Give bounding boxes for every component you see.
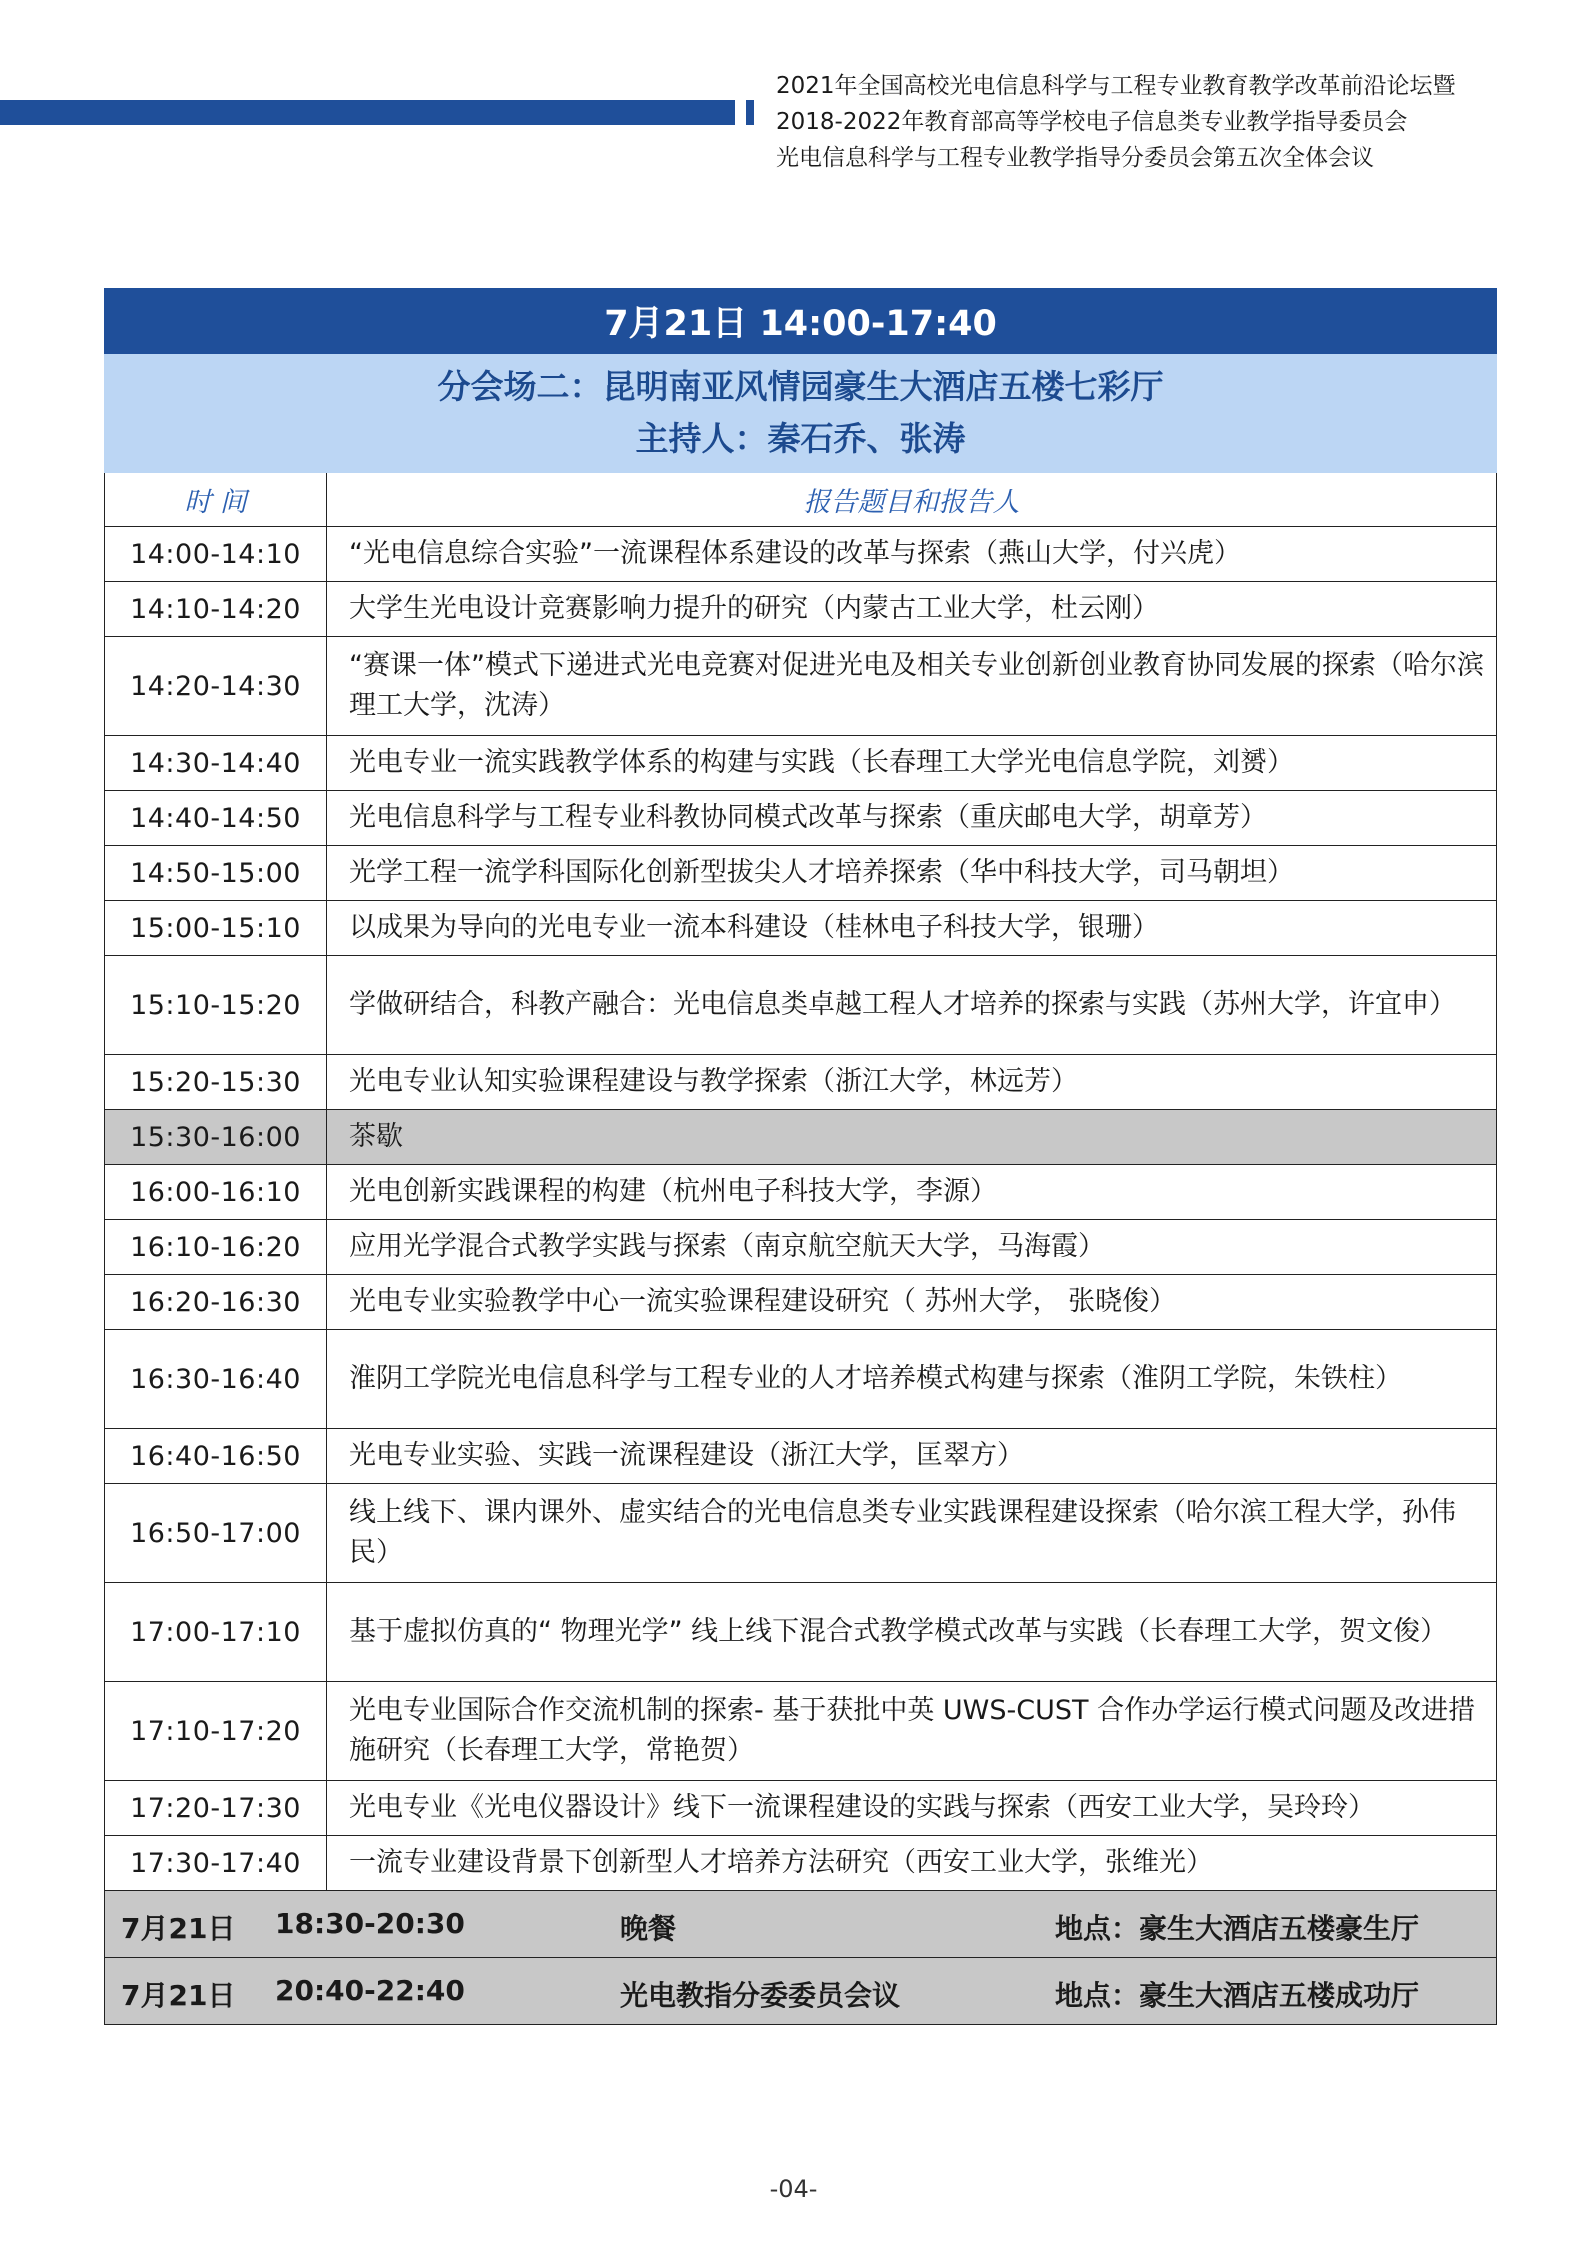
session-venue: 分会场二：昆明南亚风情园豪生大酒店五楼七彩厅 bbox=[437, 367, 1164, 406]
row-time: 16:00-16:10 bbox=[105, 1165, 327, 1220]
table-row bbox=[105, 736, 1497, 791]
event-time: 20:40-22:40 bbox=[275, 1974, 465, 2007]
row-topic: 一流专业建设背景下创新型人才培养方法研究（西安工业大学，张维光） bbox=[327, 1836, 1497, 1891]
row-topic: “光电信息综合实验”一流课程体系建设的改革与探索（燕山大学，付兴虎） bbox=[327, 527, 1497, 582]
row-topic: 以成果为导向的光电专业一流本科建设（桂林电子科技大学，银珊） bbox=[327, 901, 1497, 956]
document-header bbox=[776, 68, 1566, 176]
table-row bbox=[105, 1055, 1497, 1110]
row-topic: 光电创新实践课程的构建（杭州电子科技大学，李源） bbox=[327, 1165, 1497, 1220]
row-time: 14:10-14:20 bbox=[105, 582, 327, 637]
row-topic: 学做研结合，科教产融合：光电信息类卓越工程人才培养的探索与实践（苏州大学，许宜申） bbox=[327, 956, 1497, 1055]
event-row-dinner bbox=[105, 1891, 1497, 1958]
row-time: 17:20-17:30 bbox=[105, 1781, 327, 1836]
row-topic: 线上线下、课内课外、虚实结合的光电信息类专业实践课程建设探索（哈尔滨工程大学，孙伟民） bbox=[327, 1484, 1497, 1583]
break-row bbox=[105, 1110, 1497, 1165]
row-time: 14:50-15:00 bbox=[105, 846, 327, 901]
row-time: 16:40-16:50 bbox=[105, 1429, 327, 1484]
event-time: 18:30-20:30 bbox=[275, 1907, 465, 1940]
table-row bbox=[105, 1275, 1497, 1330]
row-time: 15:10-15:20 bbox=[105, 956, 327, 1055]
row-time: 17:10-17:20 bbox=[105, 1682, 327, 1781]
row-time: 16:50-17:00 bbox=[105, 1484, 327, 1583]
row-topic: 基于虚拟仿真的“ 物理光学” 线上线下混合式教学模式改革与实践（长春理工大学，贺文俊） bbox=[327, 1583, 1497, 1682]
row-time: 15:00-15:10 bbox=[105, 901, 327, 956]
table-row bbox=[105, 1165, 1497, 1220]
page-number: -04- bbox=[769, 2175, 818, 2203]
column-header-topic: 报告题目和报告人 bbox=[327, 473, 1497, 527]
table-row bbox=[105, 637, 1497, 736]
row-topic: 茶歇 bbox=[327, 1110, 1497, 1165]
row-time: 14:20-14:30 bbox=[105, 637, 327, 736]
row-topic: 光电专业《光电仪器设计》线下一流课程建设的实践与探索（西安工业大学，吴玲玲） bbox=[327, 1781, 1497, 1836]
column-header-time: 时 间 bbox=[105, 473, 327, 527]
header-decor-bar bbox=[0, 100, 735, 125]
table-row bbox=[105, 1836, 1497, 1891]
row-topic: 淮阴工学院光电信息科学与工程专业的人才培养模式构建与探索（淮阴工学院，朱铁柱） bbox=[327, 1330, 1497, 1429]
table-row bbox=[105, 791, 1497, 846]
event-name: 晚餐 bbox=[620, 1912, 677, 1945]
table-row bbox=[105, 1220, 1497, 1275]
session-venue-banner bbox=[105, 354, 1497, 473]
session-host: 主持人：秦石乔、张涛 bbox=[635, 419, 966, 458]
event-row-meeting bbox=[105, 1958, 1497, 2025]
table-row bbox=[105, 901, 1497, 956]
schedule-table bbox=[104, 288, 1497, 2025]
row-time: 16:20-16:30 bbox=[105, 1275, 327, 1330]
table-row bbox=[105, 1429, 1497, 1484]
table-row bbox=[105, 1484, 1497, 1583]
event-cell bbox=[105, 1891, 1497, 1958]
table-row bbox=[105, 582, 1497, 637]
table-row bbox=[105, 1682, 1497, 1781]
table-row bbox=[105, 1330, 1497, 1429]
event-cell bbox=[105, 1958, 1497, 2025]
table-row bbox=[105, 956, 1497, 1055]
row-topic: 光电信息科学与工程专业科教协同模式改革与探索（重庆邮电大学，胡章芳） bbox=[327, 791, 1497, 846]
row-topic: “赛课一体”模式下递进式光电竞赛对促进光电及相关专业创新创业教育协同发展的探索（哈尔滨理工大学，沈涛） bbox=[327, 637, 1497, 736]
row-topic: 应用光学混合式教学实践与探索（南京航空航天大学，马海霞） bbox=[327, 1220, 1497, 1275]
event-place: 地点：豪生大酒店五楼成功厅 bbox=[1055, 1979, 1420, 2012]
row-time: 16:30-16:40 bbox=[105, 1330, 327, 1429]
row-topic: 光电专业国际合作交流机制的探索- 基于获批中英 UWS-CUST 合作办学运行模式问题及改进措施研究（长春理工大学，常艳贺） bbox=[327, 1682, 1497, 1781]
event-date: 7月21日 bbox=[121, 1912, 236, 1945]
event-place: 地点：豪生大酒店五楼豪生厅 bbox=[1055, 1912, 1420, 1945]
row-topic: 光电专业实验教学中心一流实验课程建设研究（ 苏州大学， 张晓俊） bbox=[327, 1275, 1497, 1330]
row-topic: 光电专业一流实践教学体系的构建与实践（长春理工大学光电信息学院，刘赟） bbox=[327, 736, 1497, 791]
header-line: 光电信息科学与工程专业教学指导分委员会第五次全体会议 bbox=[776, 145, 1374, 171]
event-date: 7月21日 bbox=[121, 1979, 236, 2012]
row-topic: 光学工程一流学科国际化创新型拔尖人才培养探索（华中科技大学，司马朝坦） bbox=[327, 846, 1497, 901]
row-time: 17:30-17:40 bbox=[105, 1836, 327, 1891]
row-time: 17:00-17:10 bbox=[105, 1583, 327, 1682]
row-time: 15:30-16:00 bbox=[105, 1110, 327, 1165]
table-row bbox=[105, 527, 1497, 582]
row-time: 14:30-14:40 bbox=[105, 736, 327, 791]
row-time: 14:40-14:50 bbox=[105, 791, 327, 846]
table-row bbox=[105, 846, 1497, 901]
header-line: 2021年全国高校光电信息科学与工程专业教育教学改革前沿论坛暨 bbox=[776, 73, 1456, 99]
row-topic: 大学生光电设计竞赛影响力提升的研究（内蒙古工业大学，杜云刚） bbox=[327, 582, 1497, 637]
header-line: 2018-2022年教育部高等学校电子信息类专业教学指导委员会 bbox=[776, 109, 1408, 135]
row-topic: 光电专业认知实验课程建设与教学探索（浙江大学，林远芳） bbox=[327, 1055, 1497, 1110]
table-row bbox=[105, 1781, 1497, 1836]
row-topic: 光电专业实验、实践一流课程建设（浙江大学，匡翠方） bbox=[327, 1429, 1497, 1484]
row-time: 15:20-15:30 bbox=[105, 1055, 327, 1110]
header-decor-marker bbox=[746, 100, 754, 125]
session-date-banner: 7月21日 14:00-17:40 bbox=[105, 289, 1497, 354]
row-time: 14:00-14:10 bbox=[105, 527, 327, 582]
event-name: 光电教指分委委员会议 bbox=[620, 1979, 901, 2012]
row-time: 16:10-16:20 bbox=[105, 1220, 327, 1275]
table-row bbox=[105, 1583, 1497, 1682]
